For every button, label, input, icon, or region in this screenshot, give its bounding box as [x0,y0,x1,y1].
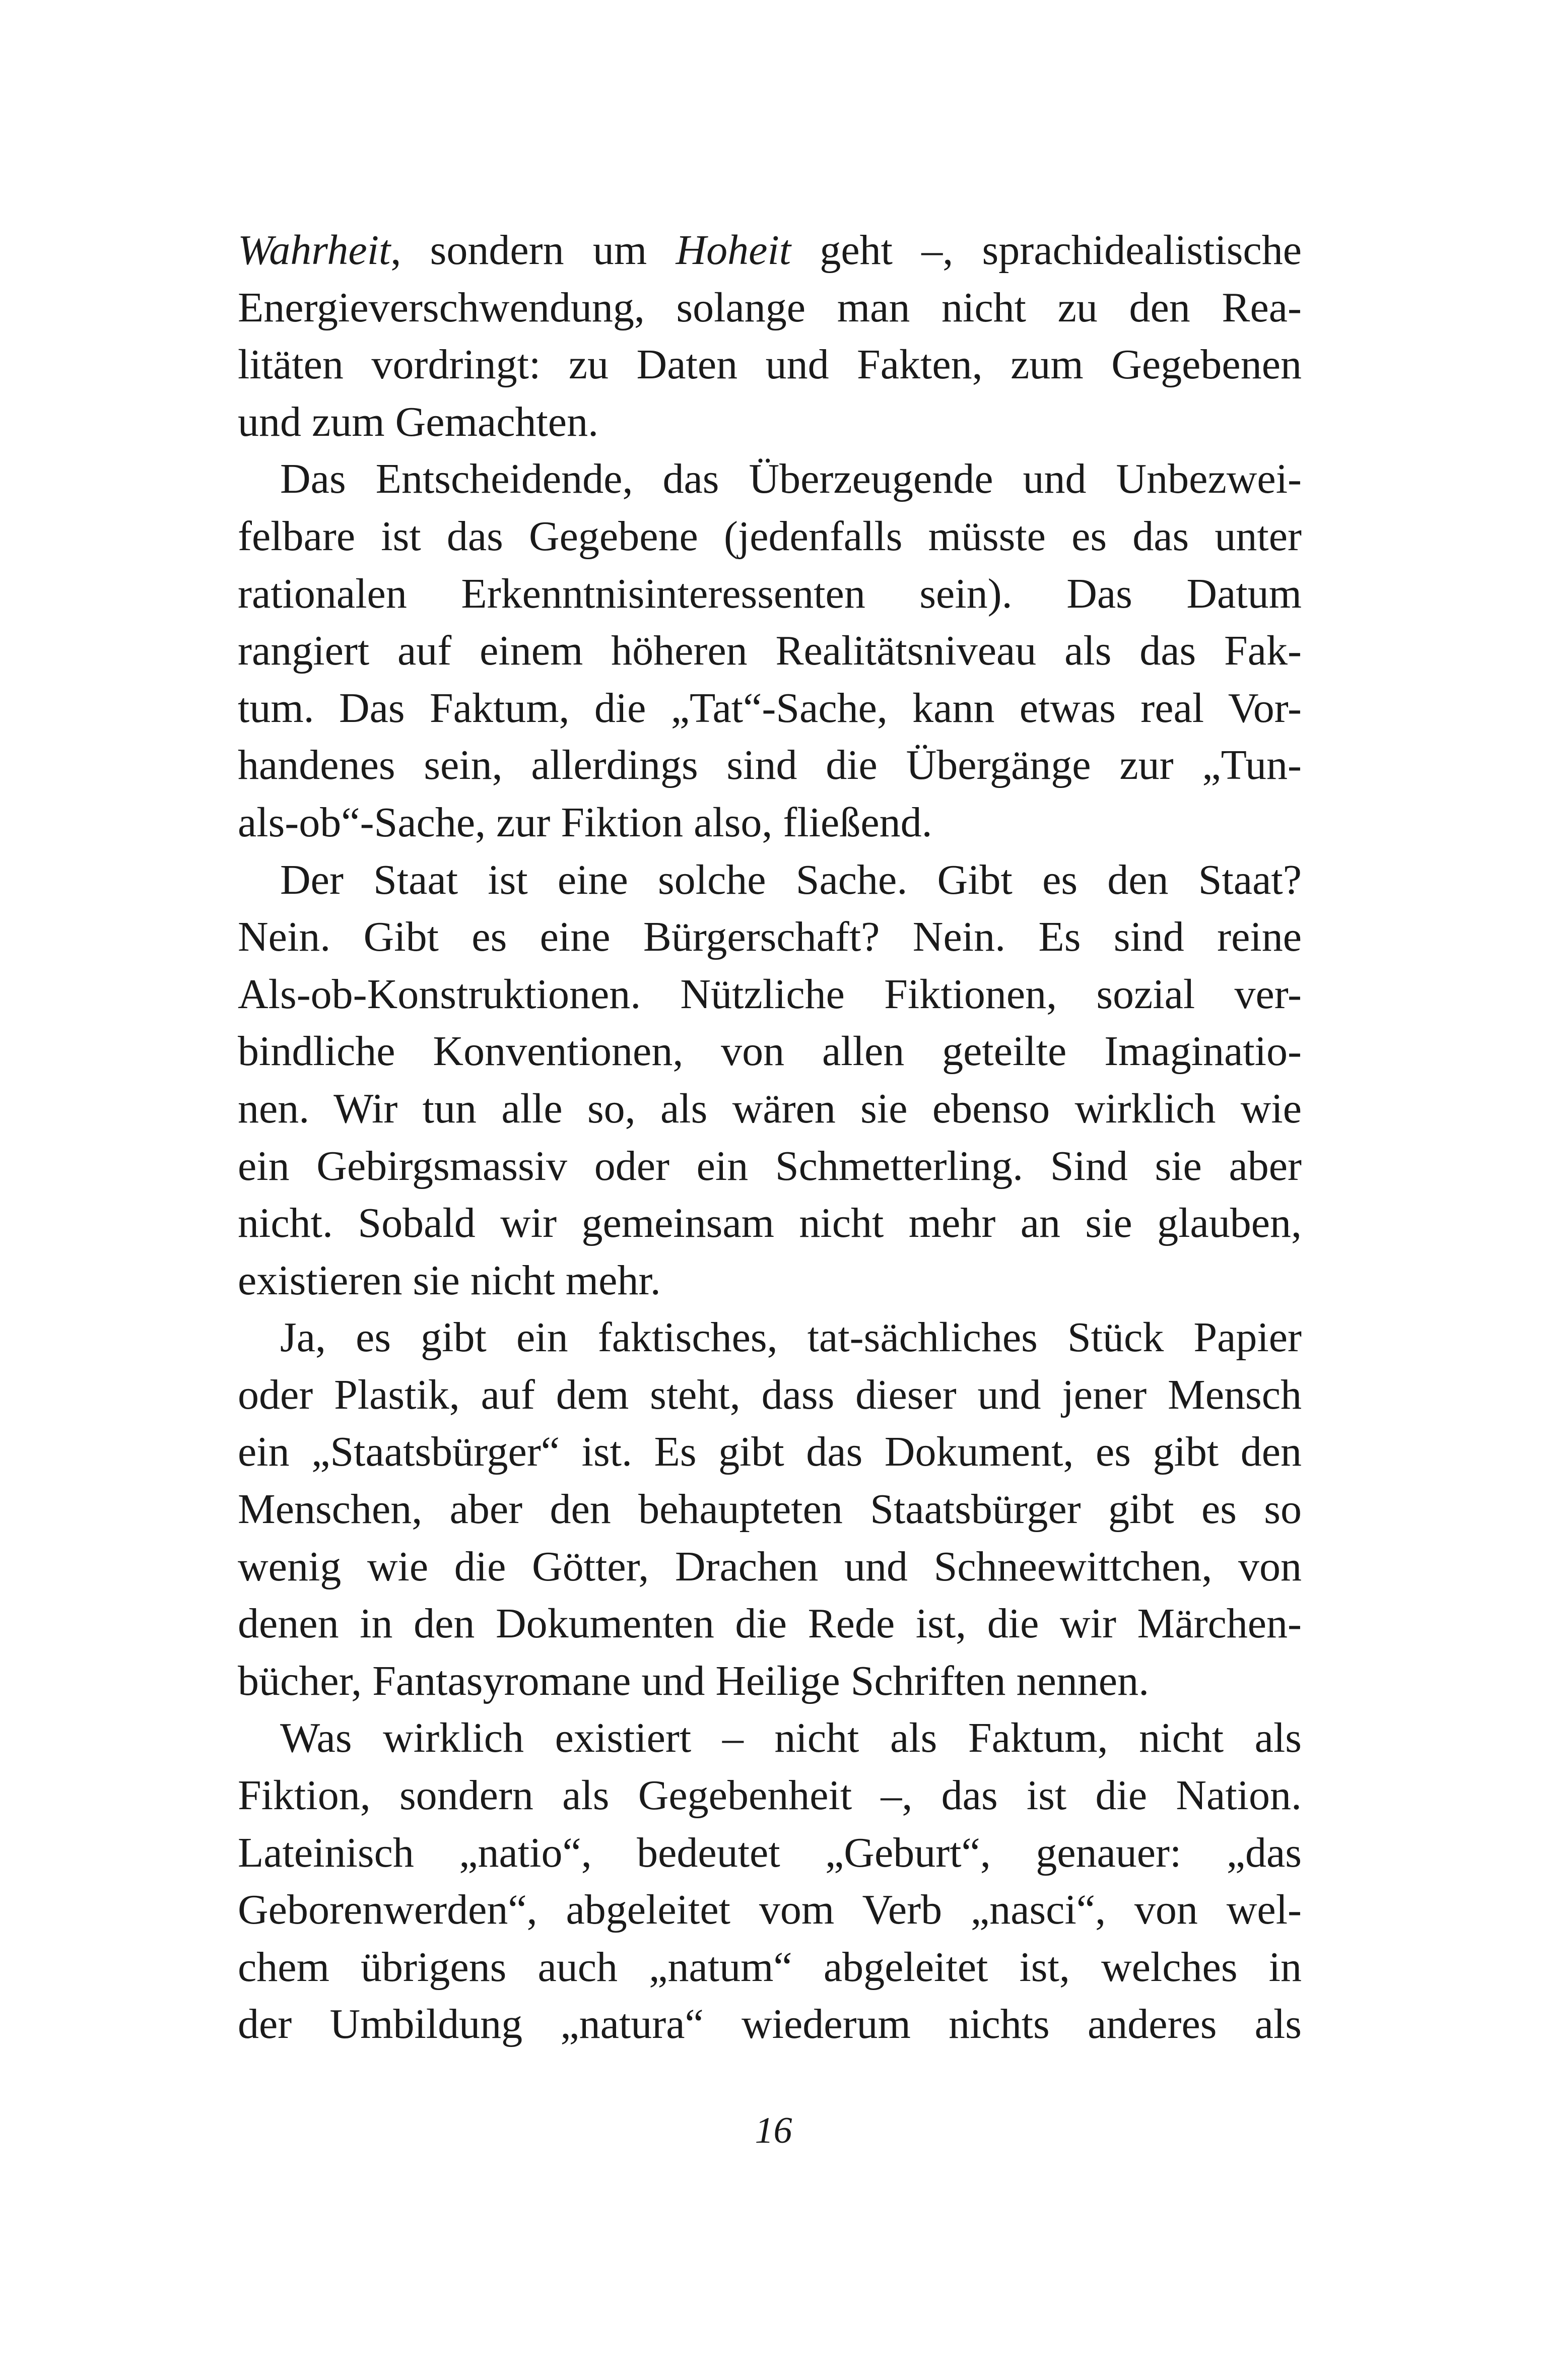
text-line [238,1595,1302,1652]
text-line [238,1309,1302,1366]
text-run: der Umbildung „natura“ wiederum nichts anderes als [238,2001,1302,2048]
text-run: Der Staat ist eine solche Sache. Gibt es den Staat? [280,856,1302,903]
text-line [238,1252,1302,1309]
text-line [238,680,1302,737]
text-run: bücher, Fantasyromane und Heilige Schriften nennen. [238,1657,1150,1704]
text-run: handenes sein, allerdings sind die Übergänge zur „Tun- [238,742,1302,789]
text-line [238,1366,1302,1424]
paragraph [238,450,1302,851]
text-run: Lateinisch „natio“, bedeutet „Geburt“, genauer: „das [238,1829,1302,1876]
text-line [238,279,1302,337]
text-line [238,393,1302,451]
text-run: chem übrigens auch „natum“ abgeleitet ist, welches in [238,1943,1302,1991]
text-run: rationalen Erkenntnisinteressenten sein). Das Datum [238,570,1302,617]
text-run: denen in den Dokumenten die Rede ist, die wir Märchen- [238,1600,1302,1647]
text-run: wenig wie die Götter, Drachen und Schneewittchen, von [238,1543,1302,1590]
text-line [238,336,1302,393]
text-line [238,1423,1302,1481]
text-line [238,1939,1302,1996]
text-line [238,966,1302,1023]
text-line [238,908,1302,966]
text-run: bindliche Konventionen, von allen geteilte Imaginatio- [238,1028,1302,1075]
text-line [238,1881,1302,1939]
text-line [238,851,1302,909]
text-line [238,1709,1302,1767]
paragraph [238,1309,1302,1709]
text-run: geht –, sprachidealistische [791,227,1302,274]
text-line [238,222,1302,279]
text-line [238,1138,1302,1195]
text-run: Ja, es gibt ein faktisches, tat-sächliches Stück Papier [280,1314,1302,1361]
text-run: Als-ob-Konstruktionen. Nützliche Fiktionen, sozial ver- [238,970,1302,1018]
paragraph [238,1709,1302,2053]
text-run: tum. Das Faktum, die „Tat“-Sache, kann etwas real Vor- [238,684,1302,732]
text-line [238,1538,1302,1596]
text-run: nen. Wir tun alle so, als wären sie ebenso wirklich wie [238,1085,1302,1132]
text-run: ein „Staatsbürger“ ist. Es gibt das Dokument, es gibt den [238,1428,1302,1476]
page-number: 16 [755,2110,792,2151]
text-run: ein Gebirgsmassiv oder ein Schmetterling. Sind sie aber [238,1142,1302,1189]
text-line [238,1481,1302,1538]
text-run: nicht. Sobald wir gemeinsam nicht mehr an sie glauben, [238,1200,1302,1247]
text-run: oder Plastik, auf dem steht, dass dieser und jener Mensch [238,1371,1302,1418]
text-run: Energieverschwendung, solange man nicht zu den Rea- [238,284,1302,331]
text-run: Menschen, aber den behaupteten Staatsbürger gibt es so [238,1486,1302,1533]
text-line [238,1652,1302,1710]
text-run: felbare ist das Gegebene (jedenfalls müsste es das unter [238,512,1302,560]
text-line [238,508,1302,565]
text-run: Fiktion, sondern als Gegebenheit –, das ist die Nation. [238,1772,1302,1819]
text-run: existieren sie nicht mehr. [238,1257,661,1304]
text-line [238,1824,1302,1882]
text-line [238,794,1302,851]
text-line [238,622,1302,680]
text-run: litäten vordringt: zu Daten und Fakten, zum Gegebenen [238,341,1302,388]
text-run: als-ob“-Sache, zur Fiktion also, fließend. [238,799,932,846]
paragraph [238,222,1302,450]
text-run: Das Entscheidende, das Überzeugende und Unbezwei- [280,455,1302,503]
text-line [238,1195,1302,1252]
text-line [238,1080,1302,1138]
text-line [238,450,1302,508]
paragraph [238,851,1302,1309]
text-run: Nein. Gibt es eine Bürgerschaft? Nein. Es sind reine [238,913,1302,961]
text-line [238,737,1302,794]
text-line [238,1023,1302,1080]
italic-text: Hoheit [676,227,791,274]
text-run: rangiert auf einem höheren Realitätsniveau als das Fak- [238,627,1302,675]
text-run: Was wirklich existiert – nicht als Faktum, nicht als [280,1714,1302,1762]
text-line [238,565,1302,623]
text-run: und zum Gemachten. [238,398,599,445]
text-run: , sondern um [390,227,676,274]
text-line [238,1996,1302,2053]
text-line [238,1767,1302,1824]
text-run: Geborenwerden“, abgeleitet vom Verb „nasci“, von wel- [238,1886,1302,1934]
body-text [238,222,1302,2053]
italic-text: Wahrheit [238,227,391,274]
